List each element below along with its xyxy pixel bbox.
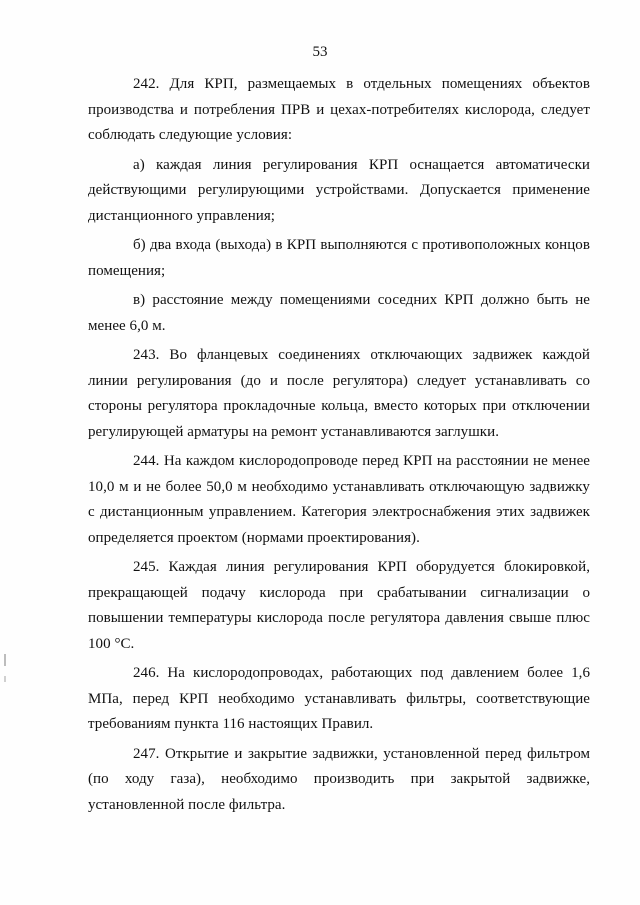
paragraph-245: 245. Каждая линия регулирования КРП оборудуется блокировкой, прекращающей подачу кислорода при срабатывании сигнализации о повышении температуры кислорода после регулятора давления свыше плюс 100 °С.	[88, 559, 590, 652]
document-body	[88, 72, 590, 822]
paragraph-246: 246. На кислородопроводах, работающих под давлением более 1,6 МПа, перед КРП необходимо устанавливать фильтры, соответствующие требованиям пункта 116 настоящих Правил.	[88, 665, 590, 732]
page-number: 53	[312, 44, 328, 60]
paragraph-242-v: в) расстояние между помещениями соседних КРП должно быть не менее 6,0 м.	[88, 292, 590, 334]
paragraph-243: 243. Во фланцевых соединениях отключающих задвижек каждой линии регулирования (до и после регулятора) следует устанавливать со стороны регулятора прокладочные кольца, вместо которых при отключении регулирующей арматуры на ремонт устанавливаются заглушки.	[88, 347, 590, 440]
scan-edge-mark-small	[4, 676, 6, 682]
paragraph-242-a: а) каждая линия регулирования КРП оснащается автоматически действующими регулирующими устройствами. Допускается применение дистанционного управления;	[88, 156, 590, 224]
paragraph-247: 247. Открытие и закрытие задвижки, установленной перед фильтром (по ходу газа), необходимо производить при закрытой задвижке, установленной после фильтра.	[88, 745, 590, 813]
scan-edge-mark	[4, 654, 6, 666]
paragraph-242-b: б) два входа (выхода) в КРП выполняются с противоположных концов помещения;	[88, 237, 590, 279]
paragraph-242: 242. Для КРП, размещаемых в отдельных помещениях объектов производства и потребления ПРВ и цехах-потребителях кислорода, следует соблюдать следующие условия:	[88, 76, 590, 143]
paragraph-244: 244. На каждом кислородопроводе перед КРП на расстоянии не менее 10,0 м и не более 50,0 м необходимо устанавливать отключающую задвижку с дистанционным управлением. Категория электроснабжения этих задвижек определяется проектом (нормами проектирования).	[88, 453, 590, 546]
